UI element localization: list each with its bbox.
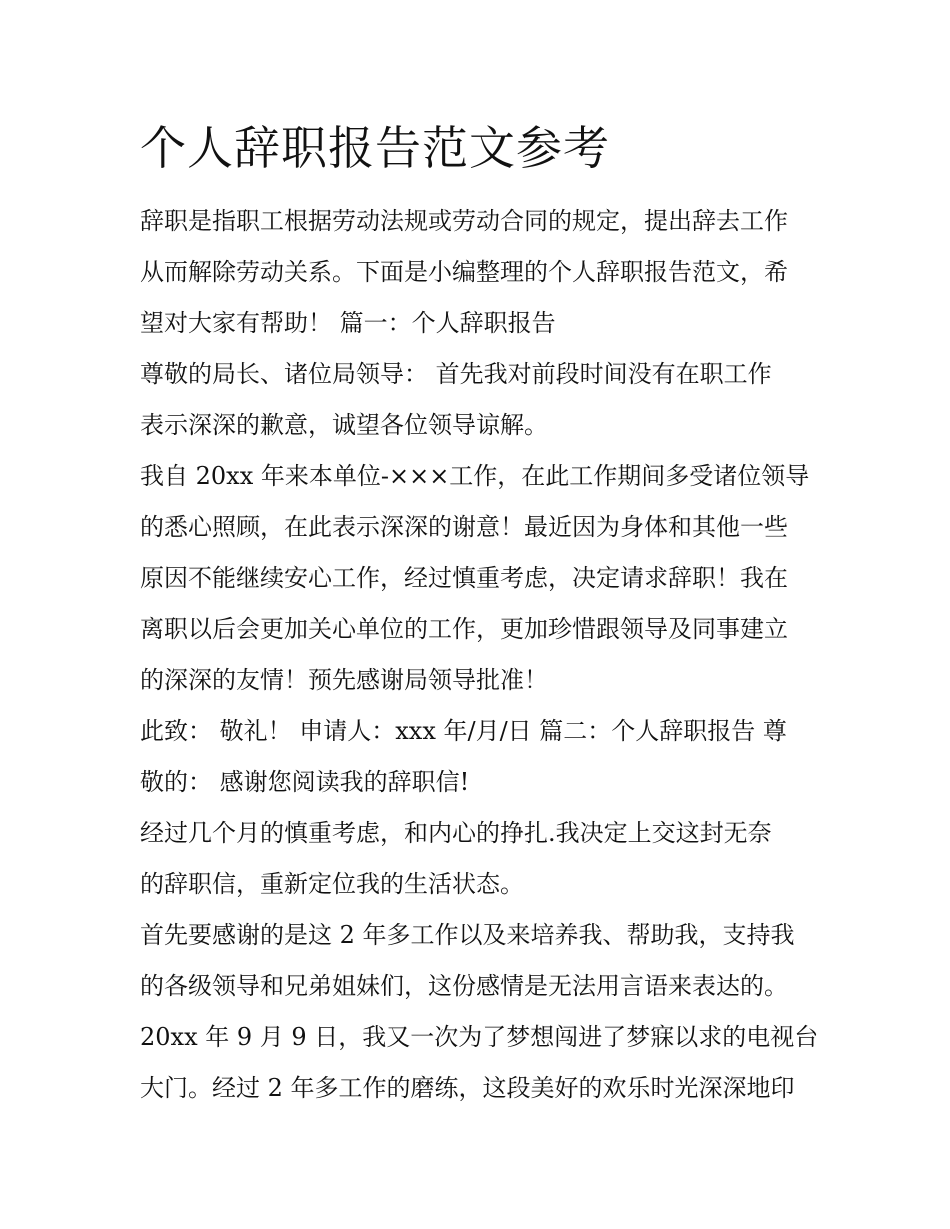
body-line: 大门。经过 2 年多工作的磨练，这段美好的欢乐时光深深地印 xyxy=(140,1074,795,1102)
body-line: 的深深的友情！预先感谢局领导批准！ xyxy=(140,666,548,694)
body-line: 的悉心照顾，在此表示深深的谢意！最近因为身体和其他一些 xyxy=(140,513,788,541)
body-line: 的各级领导和兄弟姐妹们，这份感情是无法用言语来表达的。 xyxy=(140,972,788,1000)
body-line: 首先要感谢的是这 2 年多工作以及来培养我、帮助我，支持我 xyxy=(140,921,795,949)
document-title: 个人辞职报告范文参考 xyxy=(140,121,610,175)
body-line: 表示深深的歉意，诚望各位领导谅解。 xyxy=(140,411,548,439)
body-line: 敬的： 感谢您阅读我的辞职信! xyxy=(140,768,470,796)
body-line: 我自 20xx 年来本单位-×××工作，在此工作期间多受诸位领导 xyxy=(140,462,810,490)
body-line: 尊敬的局长、诸位局领导： 首先我对前段时间没有在职工作 xyxy=(140,360,772,388)
body-line: 离职以后会更加关心单位的工作，更加珍惜跟领导及同事建立 xyxy=(140,615,788,643)
body-line: 辞职是指职工根据劳动法规或劳动合同的规定，提出辞去工作 xyxy=(140,207,788,235)
body-line: 望对大家有帮助！ 篇一：个人辞职报告 xyxy=(140,309,556,337)
body-line: 经过几个月的慎重考虑，和内心的挣扎.我决定上交这封无奈 xyxy=(140,819,772,847)
document-body xyxy=(140,196,820,1114)
body-line: 从而解除劳动关系。下面是小编整理的个人辞职报告范文，希 xyxy=(140,258,788,286)
body-line: 20xx 年 9 月 9 日，我又一次为了梦想闯进了梦寐以求的电视台 xyxy=(140,1023,819,1051)
body-line: 的辞职信，重新定位我的生活状态。 xyxy=(140,870,524,898)
body-line: 此致： 敬礼！ 申请人：xxx 年/月/日 篇二：个人辞职报告 尊 xyxy=(140,717,787,745)
body-line: 原因不能继续安心工作，经过慎重考虑，决定请求辞职！我在 xyxy=(140,564,788,592)
